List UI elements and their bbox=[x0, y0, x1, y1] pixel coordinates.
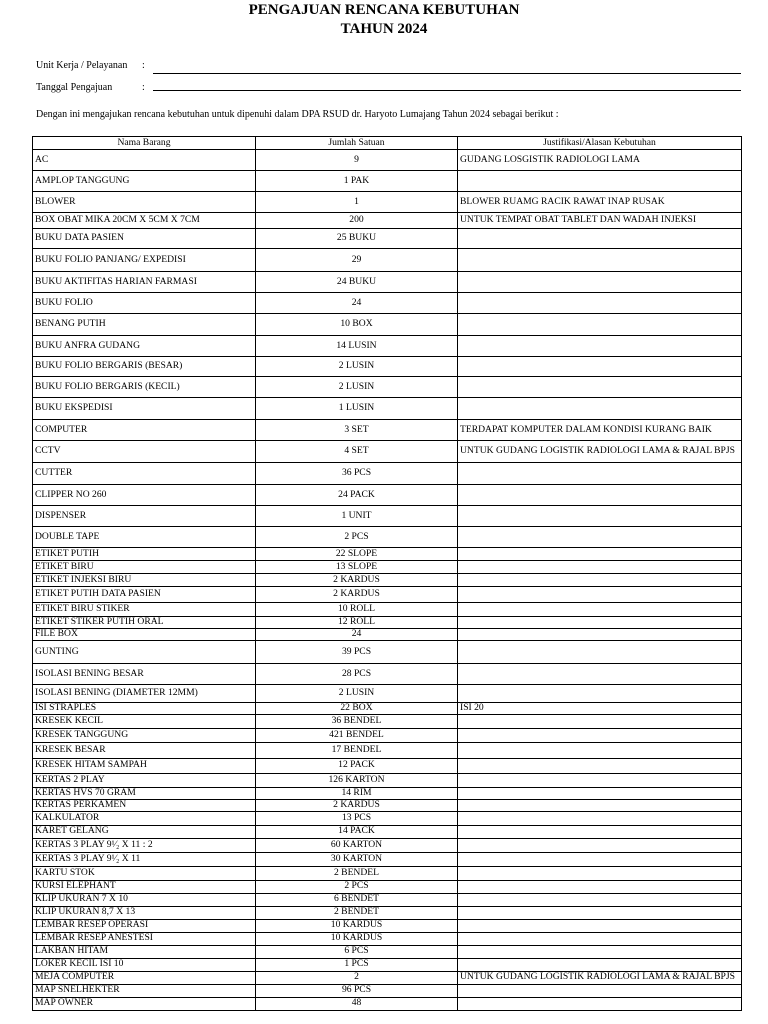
item-quantity-cell: 12 PACK bbox=[256, 758, 458, 773]
table-row bbox=[33, 527, 742, 548]
item-justification-cell bbox=[458, 272, 742, 293]
item-quantity-cell: 3 SET bbox=[256, 420, 458, 441]
item-name-cell: LAKBAN HITAM bbox=[33, 945, 256, 958]
item-quantity-cell: 421 BENDEL bbox=[256, 728, 458, 742]
table-row bbox=[33, 293, 742, 314]
item-quantity-cell: 4 SET bbox=[256, 441, 458, 463]
item-name-cell: AMPLOP TANGGUNG bbox=[33, 171, 256, 192]
tanggal-field bbox=[36, 82, 154, 93]
item-name-cell: DOUBLE TAPE bbox=[33, 527, 256, 548]
item-justification-cell bbox=[458, 919, 742, 932]
table-row bbox=[33, 574, 742, 587]
table-row bbox=[33, 893, 742, 906]
table-row bbox=[33, 997, 742, 1010]
item-quantity-cell: 10 ROLL bbox=[256, 603, 458, 617]
table-row bbox=[33, 685, 742, 703]
item-justification-cell bbox=[458, 811, 742, 825]
item-quantity-cell: 200 bbox=[256, 213, 458, 229]
item-name-cell: KARTU STOK bbox=[33, 866, 256, 880]
item-justification-cell bbox=[458, 997, 742, 1010]
item-quantity-cell: 13 PCS bbox=[256, 811, 458, 825]
table-row bbox=[33, 548, 742, 561]
item-justification-cell bbox=[458, 825, 742, 838]
item-name-cell: MAP SNELHEKTER bbox=[33, 984, 256, 997]
item-quantity-cell: 2 bbox=[256, 971, 458, 984]
item-justification-cell bbox=[458, 758, 742, 773]
table-row bbox=[33, 272, 742, 293]
item-name-cell: KRESEK TANGGUNG bbox=[33, 728, 256, 742]
requirements-table bbox=[32, 136, 742, 1011]
item-name-cell: BOX OBAT MIKA 20CM X 5CM X 7CM bbox=[33, 213, 256, 229]
item-quantity-cell: 24 bbox=[256, 629, 458, 641]
table-row bbox=[33, 192, 742, 213]
item-justification-cell bbox=[458, 314, 742, 336]
item-quantity-cell: 22 SLOPE bbox=[256, 548, 458, 561]
item-quantity-cell: 36 BENDEL bbox=[256, 714, 458, 728]
item-name-cell: BUKU DATA PASIEN bbox=[33, 229, 256, 249]
item-quantity-cell: 2 LUSIN bbox=[256, 685, 458, 703]
document-title: PENGAJUAN RENCANA KEBUTUHAN bbox=[248, 2, 520, 18]
item-name-cell: KARET GELANG bbox=[33, 825, 256, 838]
item-name-cell: KRESEK BESAR bbox=[33, 742, 256, 758]
item-quantity-cell: 48 bbox=[256, 997, 458, 1010]
unit-kerja-label: Unit Kerja / Pelayanan bbox=[36, 60, 128, 71]
table-row bbox=[33, 932, 742, 945]
item-quantity-cell: 13 SLOPE bbox=[256, 561, 458, 574]
table-row bbox=[33, 714, 742, 728]
item-justification-cell bbox=[458, 958, 742, 971]
item-name-cell: CLIPPER NO 260 bbox=[33, 485, 256, 506]
item-justification-cell: BLOWER RUAMG RACIK RAWAT INAP RUSAK bbox=[458, 192, 742, 213]
item-justification-cell: ISI 20 bbox=[458, 703, 742, 715]
table-row bbox=[33, 799, 742, 811]
table-row bbox=[33, 629, 742, 641]
item-name-cell: BUKU FOLIO BERGARIS (BESAR) bbox=[33, 357, 256, 377]
item-name-cell: DISPENSER bbox=[33, 506, 256, 527]
item-quantity-cell: 1 PAK bbox=[256, 171, 458, 192]
header-nama-barang: Nama Barang bbox=[33, 137, 256, 150]
item-justification-cell bbox=[458, 603, 742, 617]
item-quantity-cell: 12 ROLL bbox=[256, 617, 458, 629]
item-quantity-cell: 1 bbox=[256, 192, 458, 213]
item-justification-cell bbox=[458, 548, 742, 561]
item-justification-cell bbox=[458, 787, 742, 799]
table-row bbox=[33, 664, 742, 685]
item-quantity-cell: 25 BUKU bbox=[256, 229, 458, 249]
table-row bbox=[33, 906, 742, 919]
item-quantity-cell: 96 PCS bbox=[256, 984, 458, 997]
item-justification-cell bbox=[458, 880, 742, 893]
table-row bbox=[33, 825, 742, 838]
item-name-cell: KALKULATOR bbox=[33, 811, 256, 825]
tanggal-label: Tanggal Pengajuan bbox=[36, 82, 113, 93]
item-quantity-cell: 24 bbox=[256, 293, 458, 314]
item-justification-cell bbox=[458, 984, 742, 997]
table-row bbox=[33, 377, 742, 398]
table-row bbox=[33, 506, 742, 527]
item-justification-cell bbox=[458, 728, 742, 742]
table-row bbox=[33, 561, 742, 574]
item-quantity-cell: 36 PCS bbox=[256, 463, 458, 485]
item-justification-cell bbox=[458, 527, 742, 548]
table-row bbox=[33, 229, 742, 249]
item-quantity-cell: 10 KARDUS bbox=[256, 932, 458, 945]
item-justification-cell bbox=[458, 799, 742, 811]
item-name-cell: KRESEK HITAM SAMPAH bbox=[33, 758, 256, 773]
item-quantity-cell: 6 BENDET bbox=[256, 893, 458, 906]
item-name-cell: ETIKET INJEKSI BIRU bbox=[33, 574, 256, 587]
item-name-cell: BUKU AKTIFITAS HARIAN FARMASI bbox=[33, 272, 256, 293]
table-row bbox=[33, 866, 742, 880]
item-name-cell: LEMBAR RESEP ANESTESI bbox=[33, 932, 256, 945]
item-name-cell: ETIKET STIKER PUTIH ORAL bbox=[33, 617, 256, 629]
table-row bbox=[33, 249, 742, 272]
table-row bbox=[33, 880, 742, 893]
tanggal-line[interactable] bbox=[153, 90, 741, 91]
table-row bbox=[33, 617, 742, 629]
table-row bbox=[33, 314, 742, 336]
tanggal-colon: : bbox=[142, 82, 145, 93]
item-name-cell: BENANG PUTIH bbox=[33, 314, 256, 336]
item-justification-cell bbox=[458, 357, 742, 377]
item-name-cell: MEJA COMPUTER bbox=[33, 971, 256, 984]
table-row bbox=[33, 463, 742, 485]
table-row bbox=[33, 441, 742, 463]
item-name-cell: BUKU FOLIO PANJANG/ EXPEDISI bbox=[33, 249, 256, 272]
item-quantity-cell: 2 KARDUS bbox=[256, 574, 458, 587]
item-quantity-cell: 2 KARDUS bbox=[256, 587, 458, 603]
item-name-cell: AC bbox=[33, 150, 256, 171]
table-row bbox=[33, 838, 742, 852]
item-name-cell: ISOLASI BENING (DIAMETER 12MM) bbox=[33, 685, 256, 703]
item-quantity-cell: 2 KARDUS bbox=[256, 799, 458, 811]
item-quantity-cell: 2 PCS bbox=[256, 880, 458, 893]
item-justification-cell bbox=[458, 685, 742, 703]
table-row bbox=[33, 958, 742, 971]
item-quantity-cell: 24 BUKU bbox=[256, 272, 458, 293]
intro-text: Dengan ini mengajukan rencana kebutuhan untuk dipenuhi dalam DPA RSUD dr. Haryoto Lumajang Tahun 2024 sebagai berikut : bbox=[36, 109, 559, 120]
item-name-cell: ISI STRAPLES bbox=[33, 703, 256, 715]
item-name-cell: BLOWER bbox=[33, 192, 256, 213]
item-name-cell: KERTAS 3 PLAY 9¹⁄₂ X 11 : 2 bbox=[33, 838, 256, 852]
item-justification-cell bbox=[458, 336, 742, 357]
item-justification-cell bbox=[458, 641, 742, 664]
item-name-cell: MAP OWNER bbox=[33, 997, 256, 1010]
item-justification-cell bbox=[458, 773, 742, 787]
item-quantity-cell: 29 bbox=[256, 249, 458, 272]
table-row bbox=[33, 773, 742, 787]
item-name-cell: COMPUTER bbox=[33, 420, 256, 441]
item-quantity-cell: 28 PCS bbox=[256, 664, 458, 685]
unit-kerja-field bbox=[36, 60, 154, 71]
table-row bbox=[33, 485, 742, 506]
table-row bbox=[33, 742, 742, 758]
item-name-cell: KURSI ELEPHANT bbox=[33, 880, 256, 893]
item-quantity-cell: 2 BENDET bbox=[256, 906, 458, 919]
item-justification-cell bbox=[458, 463, 742, 485]
item-quantity-cell: 1 UNIT bbox=[256, 506, 458, 527]
item-justification-cell bbox=[458, 561, 742, 574]
table-row bbox=[33, 703, 742, 715]
table-row bbox=[33, 984, 742, 997]
item-justification-cell: TERDAPAT KOMPUTER DALAM KONDISI KURANG BAIK bbox=[458, 420, 742, 441]
item-justification-cell: UNTUK TEMPAT OBAT TABLET DAN WADAH INJEKSI bbox=[458, 213, 742, 229]
item-name-cell: KERTAS 3 PLAY 9¹⁄₂ X 11 bbox=[33, 852, 256, 866]
table-row bbox=[33, 150, 742, 171]
item-quantity-cell: 14 RIM bbox=[256, 787, 458, 799]
table-row bbox=[33, 971, 742, 984]
item-quantity-cell: 2 LUSIN bbox=[256, 377, 458, 398]
item-quantity-cell: 17 BENDEL bbox=[256, 742, 458, 758]
table-row bbox=[33, 758, 742, 773]
table-row bbox=[33, 811, 742, 825]
item-justification-cell bbox=[458, 906, 742, 919]
table-row bbox=[33, 603, 742, 617]
item-name-cell: KERTAS 2 PLAY bbox=[33, 773, 256, 787]
item-justification-cell bbox=[458, 171, 742, 192]
item-justification-cell bbox=[458, 485, 742, 506]
item-quantity-cell: 14 PACK bbox=[256, 825, 458, 838]
item-justification-cell: GUDANG LOSGISTIK RADIOLOGI LAMA bbox=[458, 150, 742, 171]
item-justification-cell bbox=[458, 893, 742, 906]
item-quantity-cell: 39 PCS bbox=[256, 641, 458, 664]
item-justification-cell: UNTUK GUDANG LOGISTIK RADIOLOGI LAMA & RAJAL BPJS bbox=[458, 441, 742, 463]
item-justification-cell bbox=[458, 293, 742, 314]
item-justification-cell bbox=[458, 587, 742, 603]
item-justification-cell bbox=[458, 945, 742, 958]
item-name-cell: BUKU ANFRA GUDANG bbox=[33, 336, 256, 357]
item-name-cell: FILE BOX bbox=[33, 629, 256, 641]
table-header-row bbox=[33, 137, 742, 150]
item-justification-cell bbox=[458, 617, 742, 629]
table-row bbox=[33, 213, 742, 229]
item-quantity-cell: 60 KARTON bbox=[256, 838, 458, 852]
item-quantity-cell: 22 BOX bbox=[256, 703, 458, 715]
unit-kerja-line[interactable] bbox=[153, 73, 741, 74]
item-name-cell: BUKU FOLIO BERGARIS (KECIL) bbox=[33, 377, 256, 398]
table-row bbox=[33, 587, 742, 603]
item-name-cell: ETIKET BIRU STIKER bbox=[33, 603, 256, 617]
document-year: TAHUN 2024 bbox=[340, 21, 428, 37]
table-row bbox=[33, 641, 742, 664]
item-name-cell: BUKU FOLIO bbox=[33, 293, 256, 314]
item-quantity-cell: 30 KARTON bbox=[256, 852, 458, 866]
item-name-cell: KLIP UKURAN 8,7 X 13 bbox=[33, 906, 256, 919]
item-name-cell: ETIKET PUTIH DATA PASIEN bbox=[33, 587, 256, 603]
item-name-cell: CCTV bbox=[33, 441, 256, 463]
table-row bbox=[33, 852, 742, 866]
item-justification-cell bbox=[458, 742, 742, 758]
item-quantity-cell: 1 PCS bbox=[256, 958, 458, 971]
item-name-cell: KRESEK KECIL bbox=[33, 714, 256, 728]
item-justification-cell bbox=[458, 506, 742, 527]
item-justification-cell bbox=[458, 932, 742, 945]
item-quantity-cell: 24 PACK bbox=[256, 485, 458, 506]
table-row bbox=[33, 357, 742, 377]
item-justification-cell bbox=[458, 852, 742, 866]
item-name-cell: ISOLASI BENING BESAR bbox=[33, 664, 256, 685]
item-name-cell: CUTTER bbox=[33, 463, 256, 485]
item-justification-cell bbox=[458, 866, 742, 880]
item-justification-cell bbox=[458, 664, 742, 685]
table-row bbox=[33, 945, 742, 958]
item-justification-cell bbox=[458, 249, 742, 272]
item-justification-cell bbox=[458, 574, 742, 587]
item-name-cell: KLIP UKURAN 7 X 10 bbox=[33, 893, 256, 906]
item-quantity-cell: 1 LUSIN bbox=[256, 398, 458, 420]
item-quantity-cell: 10 KARDUS bbox=[256, 919, 458, 932]
item-justification-cell: UNTUK GUDANG LOGISTIK RADIOLOGI LAMA & RAJAL BPJS bbox=[458, 971, 742, 984]
table-row bbox=[33, 919, 742, 932]
table-row bbox=[33, 171, 742, 192]
table-row bbox=[33, 398, 742, 420]
header-justifikasi: Justifikasi/Alasan Kebutuhan bbox=[458, 137, 742, 150]
item-justification-cell bbox=[458, 398, 742, 420]
table-row bbox=[33, 787, 742, 799]
header-jumlah-satuan: Jumlah Satuan bbox=[256, 137, 458, 150]
item-justification-cell bbox=[458, 629, 742, 641]
item-justification-cell bbox=[458, 714, 742, 728]
table-row bbox=[33, 728, 742, 742]
item-name-cell: GUNTING bbox=[33, 641, 256, 664]
item-quantity-cell: 14 LUSIN bbox=[256, 336, 458, 357]
item-name-cell: KERTAS HVS 70 GRAM bbox=[33, 787, 256, 799]
item-quantity-cell: 2 BENDEL bbox=[256, 866, 458, 880]
unit-kerja-colon: : bbox=[142, 60, 145, 71]
item-quantity-cell: 10 BOX bbox=[256, 314, 458, 336]
item-quantity-cell: 126 KARTON bbox=[256, 773, 458, 787]
item-quantity-cell: 6 PCS bbox=[256, 945, 458, 958]
item-name-cell: KERTAS PERKAMEN bbox=[33, 799, 256, 811]
item-quantity-cell: 9 bbox=[256, 150, 458, 171]
item-name-cell: ETIKET PUTIH bbox=[33, 548, 256, 561]
table-row bbox=[33, 336, 742, 357]
item-name-cell: LEMBAR RESEP OPERASI bbox=[33, 919, 256, 932]
item-justification-cell bbox=[458, 377, 742, 398]
item-quantity-cell: 2 PCS bbox=[256, 527, 458, 548]
table-row bbox=[33, 420, 742, 441]
item-justification-cell bbox=[458, 229, 742, 249]
item-name-cell: LOKER KECIL ISI 10 bbox=[33, 958, 256, 971]
item-name-cell: ETIKET BIRU bbox=[33, 561, 256, 574]
item-name-cell: BUKU EKSPEDISI bbox=[33, 398, 256, 420]
item-quantity-cell: 2 LUSIN bbox=[256, 357, 458, 377]
item-justification-cell bbox=[458, 838, 742, 852]
